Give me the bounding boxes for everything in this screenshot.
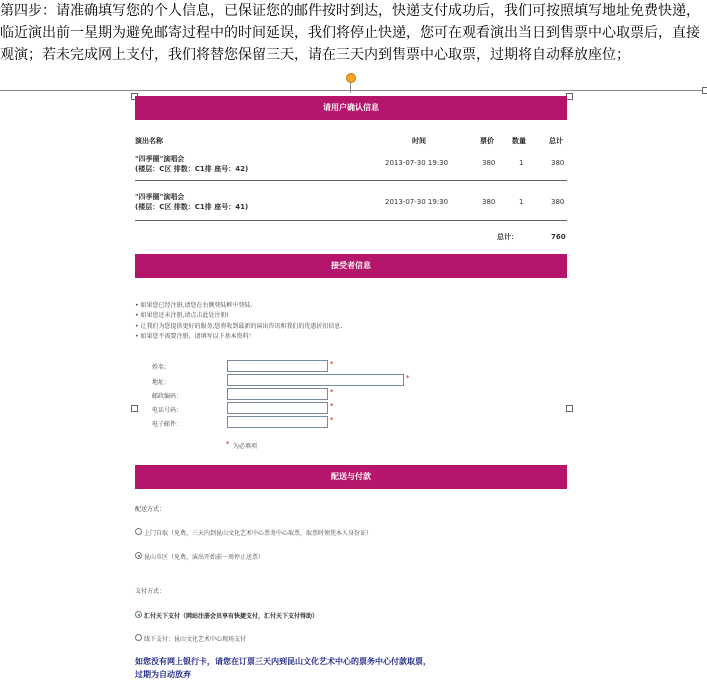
pay-offline-radio[interactable] xyxy=(135,634,142,641)
required-mark: * xyxy=(226,440,230,448)
address-input[interactable] xyxy=(227,374,404,386)
delivery-pickup-radio[interactable] xyxy=(135,528,142,535)
intro-paragraph: 第四步：请准确填写您的个人信息，已保证您的邮件按时到达，快递支付成功后，我们可按照填写地址免费快递，临近演出前一星期为避免邮寄过程中的时间延误，我们将停止快递，您可在观看演出当日到售票中心取票后，直接观演；若未完成网上支付，我们将替您保留三天，请在三天内到售票中心取票，过期将自动释放座位； xyxy=(0,3,700,63)
label-name: 姓名： xyxy=(152,364,171,371)
pay-online-radio[interactable] xyxy=(135,611,142,618)
col-name: 演出名称 xyxy=(135,137,163,145)
row2-seat: (楼层：C区 排数：C1排 座号：41) xyxy=(135,203,249,211)
row2-time: 2013-07-30 19:30 xyxy=(385,198,449,206)
label-zip: 邮政编码： xyxy=(152,393,183,400)
payment-notice-line1: 如您没有网上银行卡，请您在订票三天内到昆山文化艺术中心的票务中心付款取票， xyxy=(135,657,431,666)
label-address: 地址： xyxy=(152,379,171,386)
row2-total: 380 xyxy=(551,198,565,206)
pay-offline-label: 线下支付：昆山文化艺术中心现场支付 xyxy=(144,636,247,643)
required-mark: * xyxy=(330,360,334,368)
required-mark: * xyxy=(330,388,334,396)
sum-value: 760 xyxy=(551,233,566,241)
confirm-header: 请用户确认信息 xyxy=(135,96,567,120)
resize-handle-guide-end[interactable] xyxy=(702,87,707,94)
delivery-city-label: 昆山市区（免费，演出开始前一周停止送票） xyxy=(144,554,265,561)
row-divider xyxy=(135,180,567,181)
delivery-header: 配送与付款 xyxy=(135,465,567,489)
phone-input[interactable] xyxy=(227,402,328,414)
sum-label: 总计： xyxy=(497,233,518,241)
rotate-handle-icon[interactable] xyxy=(346,73,356,83)
row1-title: "四季圈"演唱会 xyxy=(135,155,185,163)
delivery-method-label: 配送方式： xyxy=(135,506,166,513)
col-total: 总计 xyxy=(549,137,563,145)
required-note: 为必填项 xyxy=(233,443,258,450)
receiver-header: 接受者信息 xyxy=(135,254,567,278)
row1-seat: (楼层：C区 排数：C1排 座号：42) xyxy=(135,165,249,173)
row1-qty: 1 xyxy=(519,159,524,167)
row1-price: 380 xyxy=(482,159,496,167)
embedded-form-image xyxy=(133,96,570,696)
row1-total: 380 xyxy=(551,159,565,167)
col-qty: 数量 xyxy=(512,137,526,145)
col-price: 票价 xyxy=(480,137,494,145)
zip-input[interactable] xyxy=(227,388,328,400)
required-mark: * xyxy=(330,416,334,424)
selection-guide-line xyxy=(0,90,707,91)
note-benefit: • 让我们为您提供更好的服务,您将收到最新的演出咨讯和我们的优惠折扣信息. xyxy=(135,323,343,330)
label-email: 电子邮件： xyxy=(152,421,183,428)
required-mark: * xyxy=(330,402,334,410)
col-time: 时间 xyxy=(412,137,426,145)
required-mark: * xyxy=(406,374,410,382)
row2-price: 380 xyxy=(482,198,496,206)
note-basic-info: • 如果您不需要注册，请填写以下基本资料！ xyxy=(135,333,255,340)
row2-qty: 1 xyxy=(519,198,524,206)
note-register-link[interactable]: • 如果您还未注册,请点击此处注册! xyxy=(135,312,229,319)
payment-notice-line2: 过期为自动放弃 xyxy=(135,670,191,679)
pay-online-label: 汇付天下支付（网站注册会员享有快捷支付，汇付天下支付得助） xyxy=(144,613,319,620)
email-input[interactable] xyxy=(227,416,328,428)
label-phone: 电话号码： xyxy=(152,407,183,414)
delivery-pickup-label: 上门自取（免费，三天内到昆山文化艺术中心票务中心取票，取票时须凭本人身份证） xyxy=(144,530,373,537)
note-registered: • 如果您已经注册,请您在右侧登陆框中登陆. xyxy=(135,302,253,309)
pay-method-label: 支付方式： xyxy=(135,588,166,595)
row2-title: "四季圈"演唱会 xyxy=(135,193,185,201)
name-input[interactable] xyxy=(227,360,328,372)
row-divider xyxy=(135,220,567,221)
delivery-city-radio[interactable] xyxy=(135,552,142,559)
row1-time: 2013-07-30 19:30 xyxy=(385,159,449,167)
